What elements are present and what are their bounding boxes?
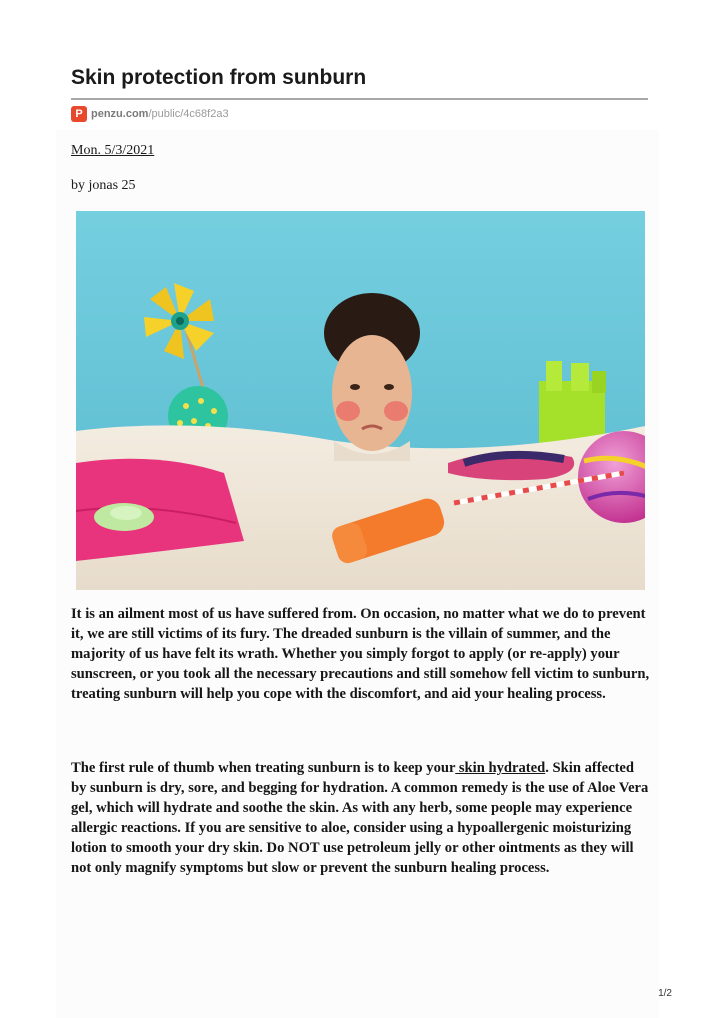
source-path: /public/4c68f2a3: [148, 108, 229, 120]
paragraph-hydration: [71, 758, 651, 878]
paragraph-hydration-rest: . Skin affected by sunburn is dry, sore, and begging for hydration. A common remedy is the use of Aloe Vera gel, which will hydrate and soothe the skin. As with any herb, some people may experience allergic reactions. If you are sensitive to aloe, consider using a hypoallergenic moisturizing lotion to smooth your dry skin. Do NOT use petroleum jelly or other ointments as they will not only magnify symptoms but slow or prevent the sunburn healing process.: [71, 760, 649, 876]
source-link[interactable]: [71, 105, 229, 123]
title-divider: [71, 98, 648, 100]
hero-photo: [76, 211, 645, 590]
sand-castle-toy: [539, 361, 606, 443]
page-number: 1/2: [658, 988, 672, 999]
paragraph-hydration-lead: The first rule of thumb when treating sunburn is to keep your: [71, 760, 456, 776]
skin-hydrated-link[interactable]: skin hydrated: [455, 760, 546, 776]
source-domain: penzu.com: [91, 108, 149, 120]
post-author: by jonas 25: [71, 178, 136, 193]
post-date[interactable]: Mon. 5/3/2021: [71, 143, 155, 158]
penzu-logo-icon: P: [71, 106, 87, 122]
page-title: Skin protection from sunburn: [71, 66, 367, 89]
paragraph-intro: It is an ailment most of us have suffered from. On occasion, no matter what we do to prevent it, we are still victims of its fury. The dreaded sunburn is the villain of summer, and the majority of us have felt its wrath. Whether you simply forgot to apply (or re-apply) your sunscreen, or you took all the necessary precautions and still somehow fell victim to sunburn, treating sunburn will help you cope with the discomfort, and aid your healing process.: [71, 606, 650, 702]
